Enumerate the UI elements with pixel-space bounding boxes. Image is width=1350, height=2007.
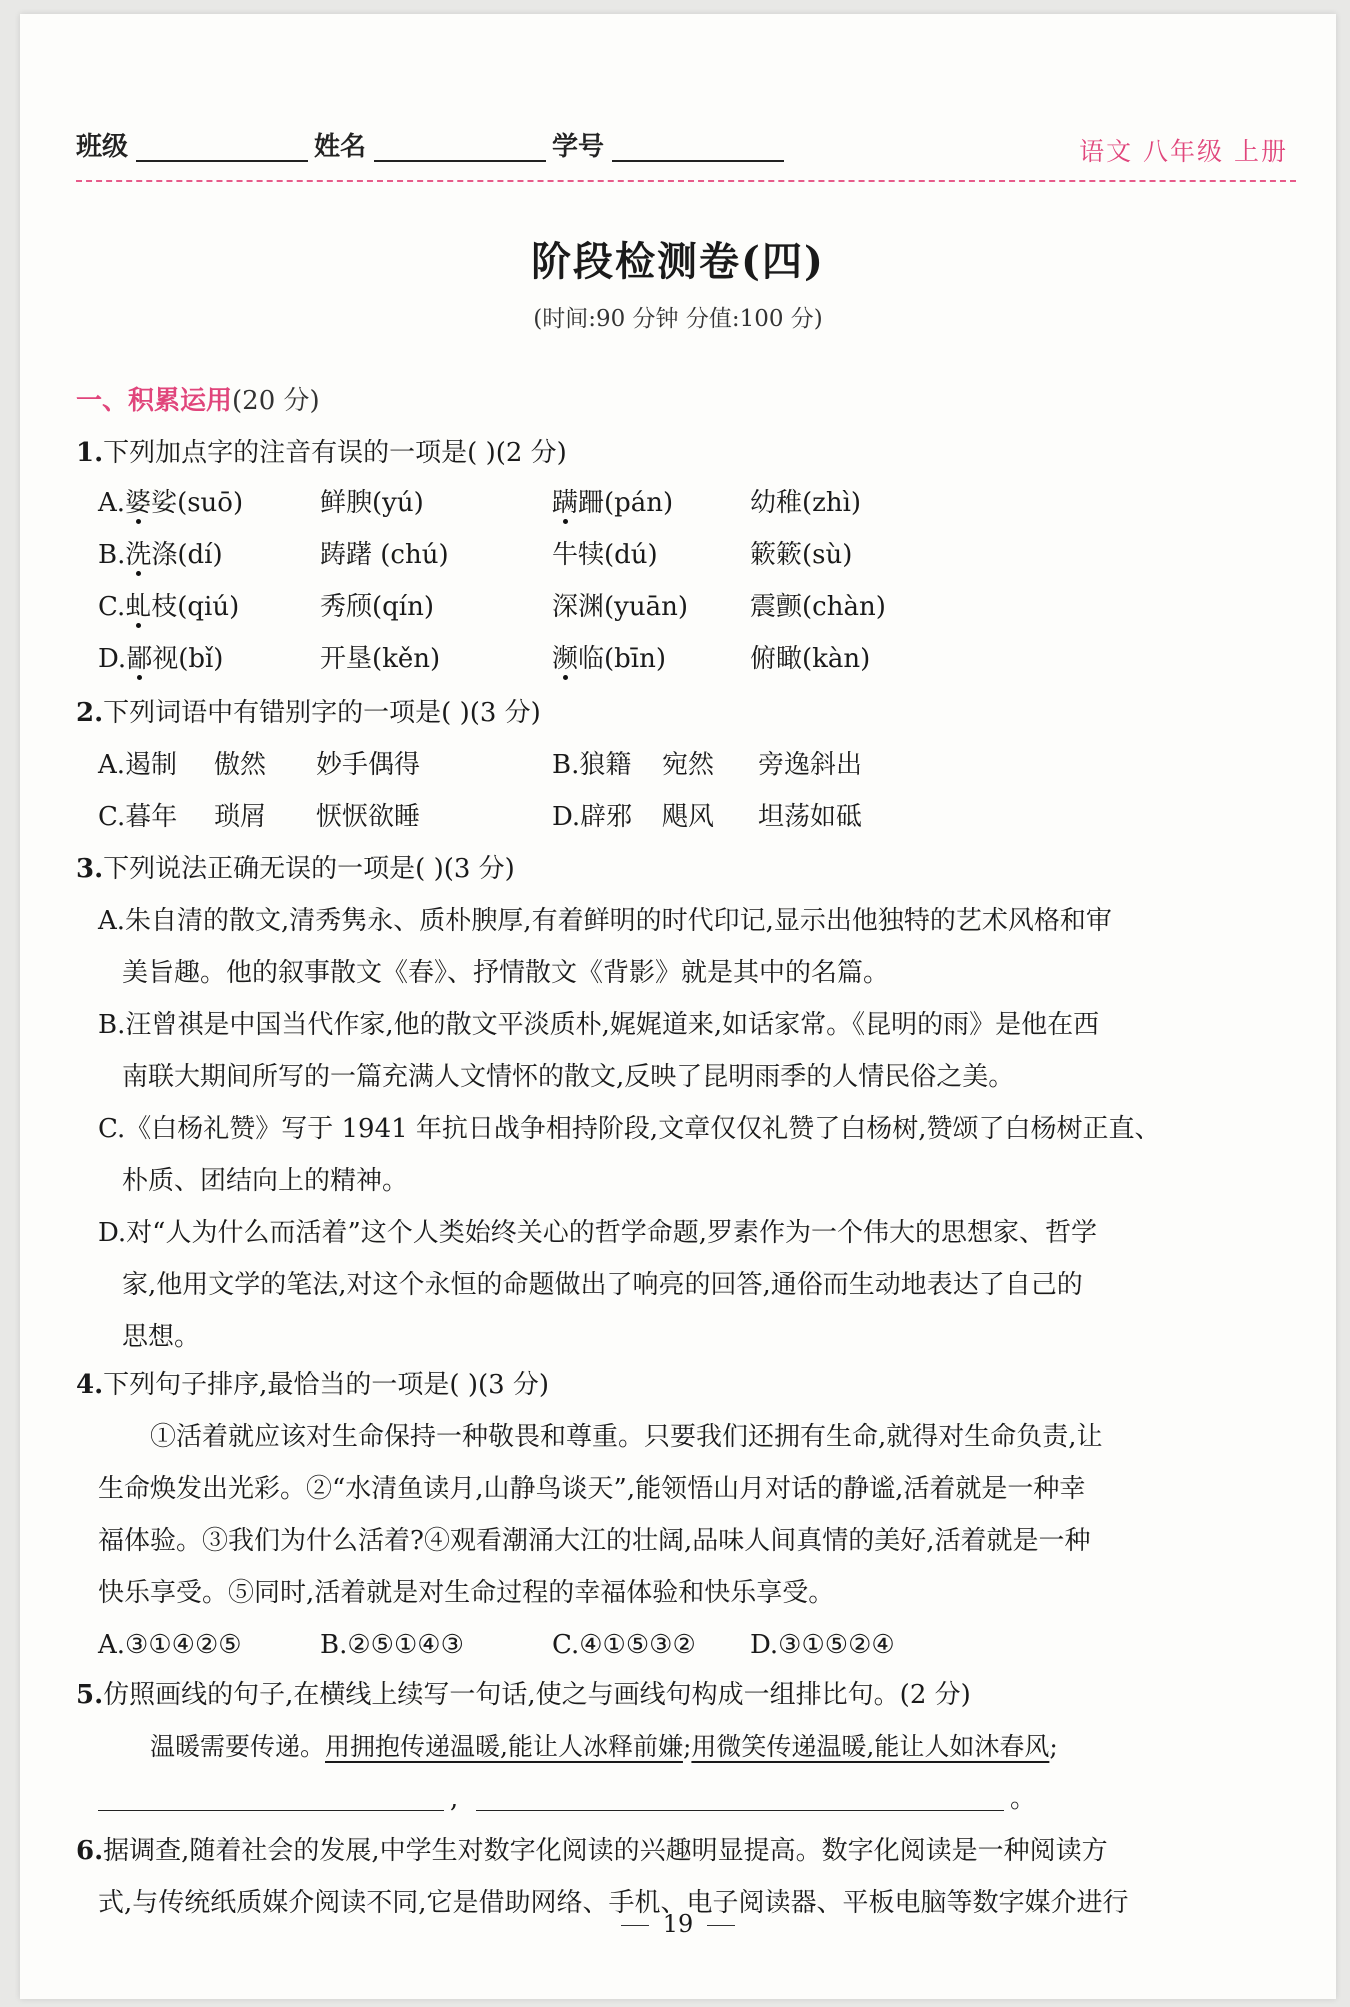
statement-line: 朴质、团结向上的精神。	[122, 1166, 409, 1196]
section-heading	[76, 386, 320, 416]
answer-comma: ,	[450, 1784, 459, 1814]
statement-line: A.朱自清的散文,清秀隽永、质朴腴厚,有着鲜明的时代印记,显示出他独特的艺术风格和审	[98, 906, 1112, 936]
class-label: 班级	[76, 132, 129, 162]
question-4-stem: 4.下列句子排序,最恰当的一项是( )(3 分)	[76, 1370, 550, 1400]
exam-info: (时间:90 分钟 分值:100 分)	[533, 306, 823, 332]
pinyin-option: 鲜腴(yú)	[320, 488, 424, 518]
header-divider	[76, 180, 1296, 182]
word-option: D.辟邪	[552, 802, 633, 832]
pinyin-option: C.虬枝(qiú)	[98, 592, 240, 622]
pinyin-option: B.洗涤(dí)	[98, 540, 223, 570]
statement-line: D.对“人为什么而活着”这个人类始终关心的哲学命题,罗素作为一个伟大的思想家、哲学	[98, 1218, 1098, 1248]
word-option: 旁逸斜出	[758, 750, 863, 780]
question-6-line: 6.据调查,随着社会的发展,中学生对数字化阅读的兴趣明显提高。数字化阅读是一种阅读方	[76, 1836, 1108, 1866]
order-option: C.④①⑤③②	[552, 1630, 696, 1660]
statement-line: 南联大期间所写的一篇充满人文情怀的散文,反映了昆明雨季的人情民俗之美。	[122, 1062, 1015, 1092]
word-option: 飓风	[662, 802, 715, 832]
name-blank[interactable]	[374, 160, 546, 162]
pinyin-option: D.鄙视(bǐ)	[98, 644, 224, 674]
underlined-sentence-1: 用拥抱传递温暖,能让人冰释前嫌	[325, 1732, 683, 1761]
pinyin-option: 濒临(bīn)	[552, 644, 667, 674]
answer-blank-2[interactable]	[476, 1810, 1004, 1811]
answer-blank-1[interactable]	[98, 1810, 444, 1811]
word-option: 琐屑	[214, 802, 267, 832]
order-option: D.③①⑤②④	[750, 1630, 895, 1660]
statement-line: 美旨趣。他的叙事散文《春》、抒情散文《背影》就是其中的名篇。	[122, 958, 890, 988]
passage-line: 福体验。③我们为什么活着?④观看潮涌大江的壮阔,品味人间真情的美好,活着就是一种	[98, 1526, 1091, 1556]
question-6-line: 式,与传统纸质媒介阅读不同,它是借助网络、手机、电子阅读器、平板电脑等数字媒介进行	[98, 1888, 1129, 1918]
page-header	[76, 126, 1296, 172]
statement-line: B.汪曾祺是中国当代作家,他的散文平淡质朴,娓娓道来,如话家常。《昆明的雨》是他在西	[98, 1010, 1100, 1040]
pinyin-option: 震颤(chàn)	[750, 592, 886, 622]
passage-line: 快乐享受。⑤同时,活着就是对生命过程的幸福体验和快乐享受。	[98, 1578, 835, 1608]
pinyin-option: 幼稚(zhì)	[750, 488, 862, 518]
word-option: 妙手偶得	[316, 750, 421, 780]
question-2-stem: 2.下列词语中有错别字的一项是( )(3 分)	[76, 698, 541, 728]
statement-line: 家,他用文学的笔法,对这个永恒的命题做出了响亮的回答,通俗而生动地表达了自己的	[122, 1270, 1083, 1300]
statement-line: 思想。	[122, 1322, 201, 1352]
question-5-example: 温暖需要传递。用拥抱传递温暖,能让人冰释前嫌;用微笑传递温暖,能让人如沐春风;	[150, 1732, 1058, 1761]
class-blank[interactable]	[136, 160, 308, 162]
question-5-stem: 5.仿照画线的句子,在横线上续写一句话,使之与画线句构成一组排比句。(2 分)	[76, 1680, 971, 1710]
order-option: A.③①④②⑤	[98, 1630, 242, 1660]
statement-line: C.《白杨礼赞》写于 1941 年抗日战争相持阶段,文章仅仅礼赞了白杨树,赞颂了白杨树正直、	[98, 1114, 1161, 1144]
word-option: 坦荡如砥	[758, 802, 863, 832]
passage-line: 生命焕发出光彩。②“水清鱼读月,山静鸟谈天”,能领悟山月对话的静谧,活着就是一种幸	[98, 1474, 1086, 1504]
pinyin-option: A.婆娑(suō)	[98, 488, 244, 518]
section-points: (20 分)	[232, 386, 320, 416]
pinyin-option: 秀颀(qín)	[320, 592, 434, 622]
id-blank[interactable]	[612, 160, 784, 162]
word-option: 恹恹欲睡	[316, 802, 421, 832]
subject-label: 语文 八年级 上册	[1079, 137, 1288, 166]
pinyin-option: 俯瞰(kàn)	[750, 644, 871, 674]
pinyin-option: 深渊(yuān)	[552, 592, 688, 622]
passage-line: ①活着就应该对生命保持一种敬畏和尊重。只要我们还拥有生命,就得对生命负责,让	[150, 1422, 1103, 1452]
pinyin-option: 开垦(kěn)	[320, 644, 441, 674]
name-label: 姓名	[314, 132, 367, 162]
exam-page	[20, 14, 1336, 1999]
page-number: 19	[20, 1910, 1336, 1938]
question-1-stem: 1.下列加点字的注音有误的一项是( )(2 分)	[76, 438, 567, 468]
word-option: 傲然	[214, 750, 267, 780]
underlined-sentence-2: 用微笑传递温暖,能让人如沐春风	[691, 1732, 1050, 1761]
order-option: B.②⑤①④③	[320, 1630, 464, 1660]
page-title: 阶段检测卷(四)	[531, 238, 825, 285]
pinyin-option: 簌簌(sù)	[750, 540, 853, 570]
word-option: A.遏制	[98, 750, 178, 780]
pinyin-option: 蹒跚(pán)	[552, 488, 674, 518]
id-label: 学号	[552, 132, 605, 162]
section-label: 一、积累运用	[76, 386, 233, 416]
word-option: B.狼籍	[552, 750, 632, 780]
pinyin-option: 踌躇 (chú)	[320, 540, 449, 570]
answer-period: 。	[1010, 1784, 1037, 1814]
question-3-stem: 3.下列说法正确无误的一项是( )(3 分)	[76, 854, 515, 884]
word-option: C.暮年	[98, 802, 178, 832]
pinyin-option: 牛犊(dú)	[552, 540, 658, 570]
word-option: 宛然	[662, 750, 715, 780]
